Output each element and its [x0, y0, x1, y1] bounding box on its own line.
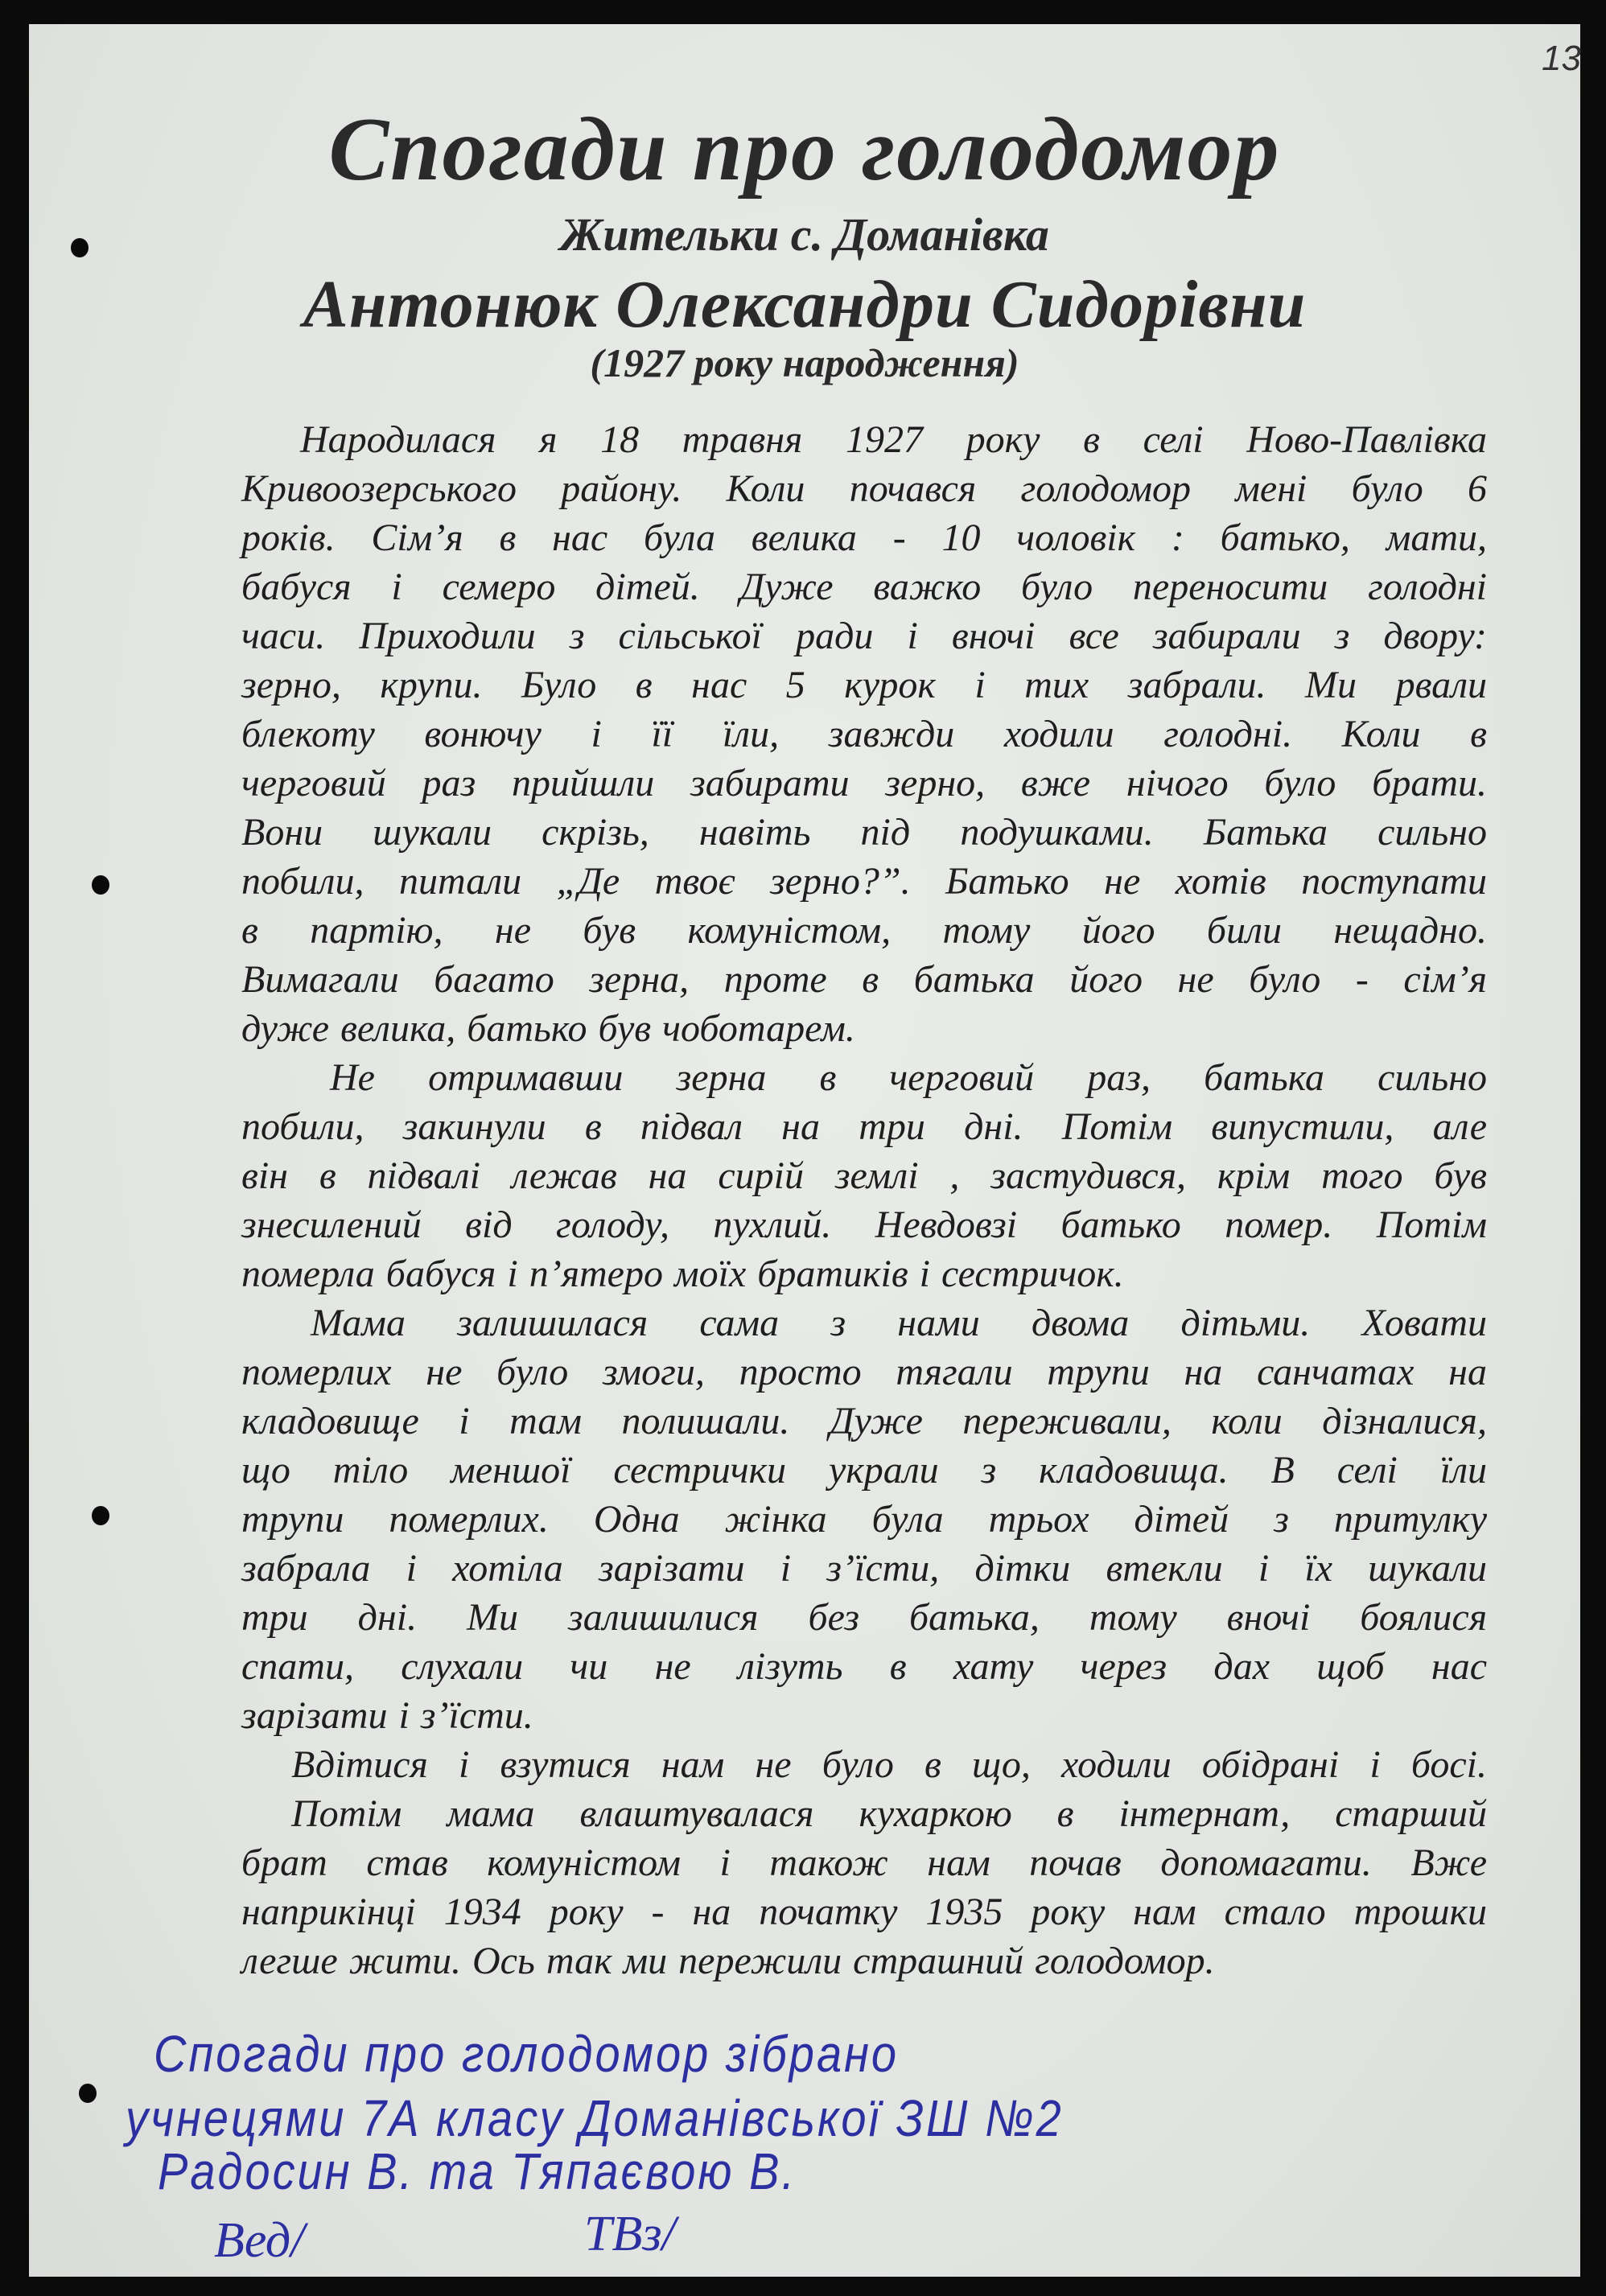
handwritten-note-line: Радосин В. та Тяпаєвою В.: [158, 2142, 797, 2200]
handwritten-note-line: Спогади про голодомор зібрано: [154, 2024, 900, 2083]
handwritten-note-line: учнецями 7А класу Доманівської ЗШ №2: [126, 2088, 1064, 2147]
text-line: побили, питали „Де твоє зерно?”. Батько не хотів поступати: [241, 860, 1487, 903]
text-line: спати, слухали чи не лізуть в хату через дах щоб нас: [241, 1645, 1487, 1688]
text-line: три дні. Ми залишилися без батька, тому вночі боялися: [241, 1596, 1487, 1639]
text-line: легше жити. Ось так ми пережили страшний голодомор.: [241, 1940, 1215, 1982]
paragraph: [241, 1298, 1487, 1740]
punch-hole: [79, 2084, 97, 2103]
text-line: брат став комуністом і також нам почав допомагати. Вже: [241, 1841, 1487, 1884]
text-line: бабуся і семеро дітей. Дуже важко було переносити голодні: [241, 566, 1487, 608]
document-subtitle: Жительки с. Доманівка: [560, 208, 1049, 261]
text-line: зарізати і з’їсти.: [241, 1694, 533, 1737]
text-line: черговий раз прийшли забирати зерно, вже нічого було брати.: [241, 762, 1487, 804]
document-page: [29, 24, 1580, 2277]
document-title: Спогади про голодомор: [328, 100, 1281, 200]
text-line: він в підвалі лежав на сирій землі , застудився, крім того був: [241, 1154, 1487, 1197]
paragraph: [241, 1053, 1487, 1298]
punch-hole: [92, 1506, 109, 1525]
text-line: дуже велика, батько був чоботарем.: [241, 1007, 855, 1050]
text-line: Потім мама влаштувалася кухаркою в інтернат, старший: [291, 1792, 1487, 1835]
text-line: померлих не було змоги, просто тягали трупи на санчатах на: [241, 1351, 1487, 1393]
text-line: Вдітися і взутися нам не було в що, ходили обідрані і босі.: [291, 1743, 1487, 1786]
text-line: кладовище і там полишали. Дуже переживали, коли дізналися,: [241, 1400, 1487, 1442]
text-line: побили, закинули в підвал на три дні. Потім випустили, але: [241, 1105, 1487, 1148]
text-line: наприкінці 1934 року - на початку 1935 року нам стало трошки: [241, 1891, 1487, 1933]
text-line: Вони шукали скрізь, навіть під подушками. Батька сильно: [241, 811, 1487, 854]
signature: ТВз/: [584, 2207, 676, 2261]
text-line: зерно, крупи. Було в нас 5 курок і тих забрали. Ми рвали: [241, 664, 1487, 706]
paragraph: [241, 1740, 1487, 1789]
text-line: Не отримавши зерна в черговий раз, батька сильно: [330, 1056, 1487, 1099]
page-number: 13: [1542, 39, 1581, 78]
text-line: померла бабуся і п’ятеро моїх братиків і сестричок.: [241, 1253, 1124, 1295]
text-line: часи. Приходили з сільської ради і вночі все забирали з двору:: [241, 615, 1487, 657]
text-line: що тіло меншої сестрички украли з кладовища. В селі їли: [241, 1449, 1487, 1492]
text-line: забрала і хотіла зарізати і з’їсти, дітки втекли і їх шукали: [241, 1547, 1487, 1590]
person-name: Антонюк Олександри Сидорівни: [303, 267, 1307, 342]
document-body: [241, 415, 1487, 1985]
punch-hole: [92, 875, 109, 895]
text-line: блекоту вонючу і її їли, завжди ходили голодні. Коли в: [241, 713, 1487, 755]
signature: Вед/: [214, 2213, 305, 2268]
text-line: Кривоозерського району. Коли почався голодомор мені було 6: [241, 467, 1487, 510]
paragraph: [241, 415, 1487, 1053]
text-line: років. Сім’я в нас була велика - 10 чоловік : батько, мати,: [241, 516, 1487, 559]
text-line: Народилася я 18 травня 1927 року в селі Ново-Павлівка: [300, 418, 1487, 461]
birth-year: (1927 року народження): [590, 340, 1019, 385]
text-line: трупи померлих. Одна жінка була трьох дітей з притулку: [241, 1498, 1487, 1541]
text-line: знесилений від голоду, пухлий. Невдовзі батько помер. Потім: [241, 1204, 1487, 1246]
paragraph: [241, 1789, 1487, 1985]
text-line: в партію, не був комуністом, тому його били нещадно.: [241, 909, 1487, 952]
text-line: Вимагали багато зерна, проте в батька його не було - сім’я: [241, 958, 1487, 1001]
text-line: Мама залишилася сама з нами двома дітьми. Ховати: [311, 1302, 1487, 1344]
